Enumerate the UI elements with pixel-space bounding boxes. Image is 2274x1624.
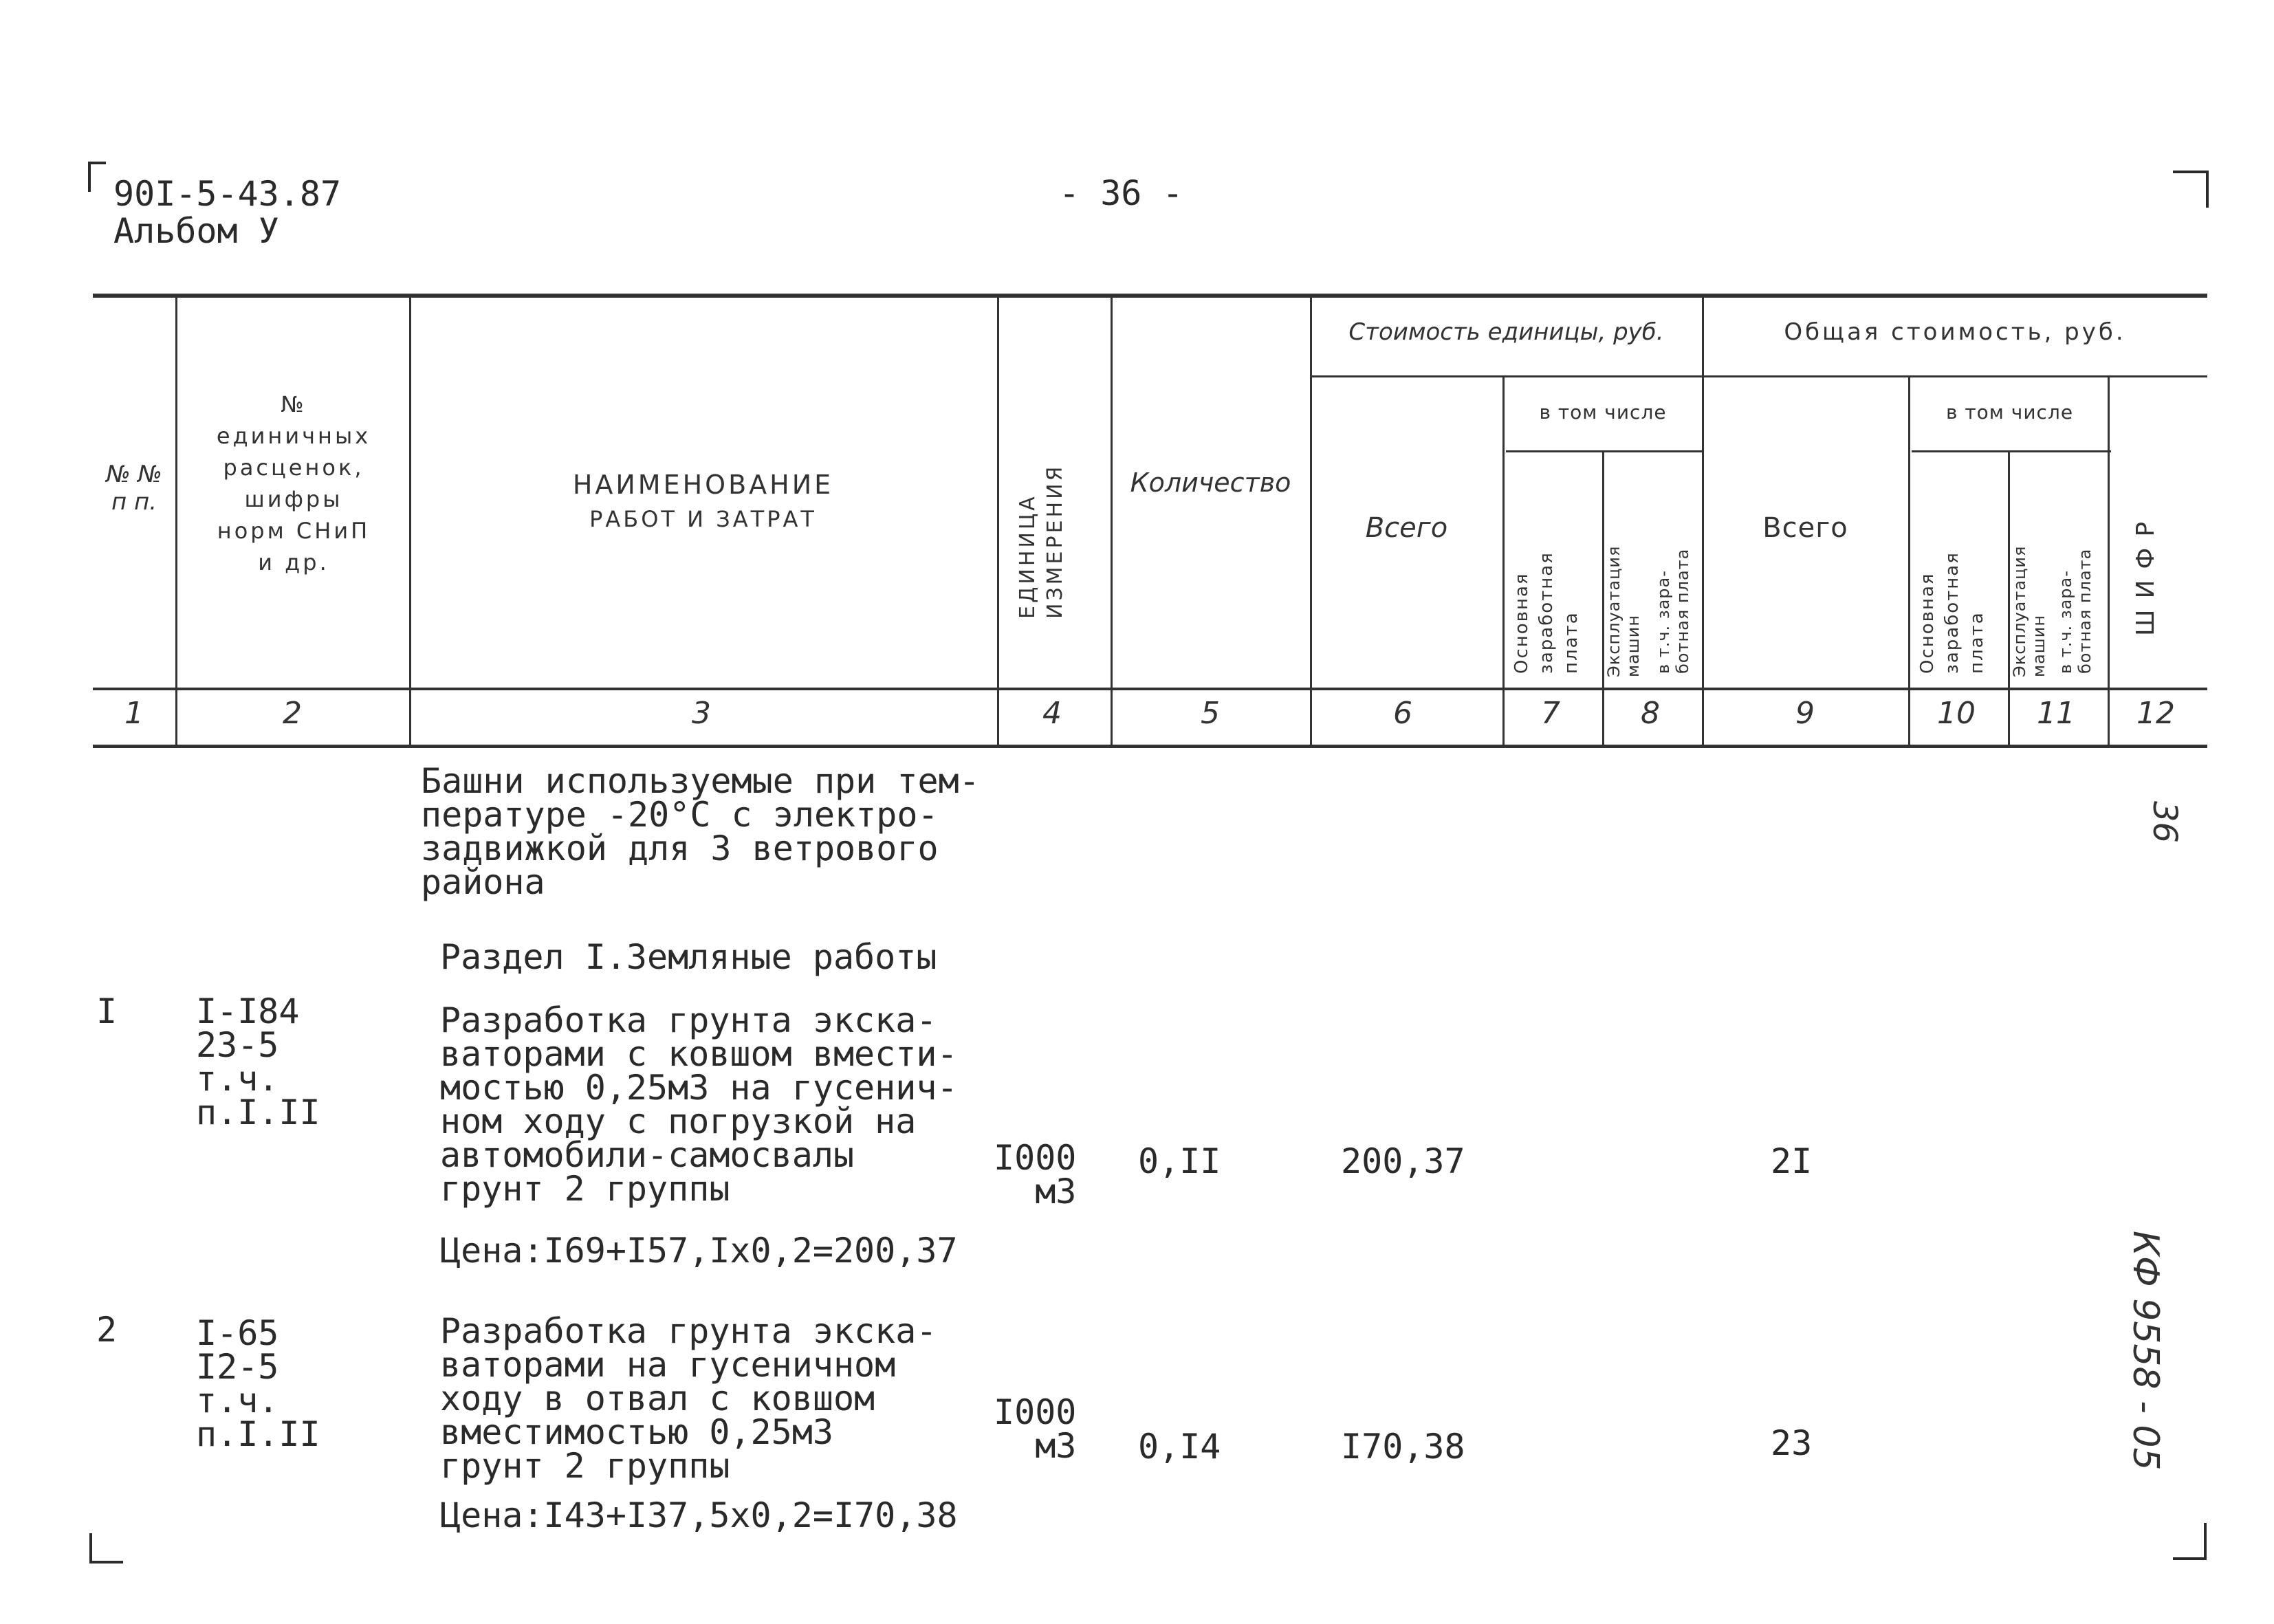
unit-cost-total: 200,37: [1341, 1141, 1465, 1181]
header-unit-cost-all: Всего: [1365, 512, 1448, 544]
column-number: 9: [1795, 696, 1815, 731]
header-rate-code: № единичных расценок, шифры норм СНиП и др.: [216, 391, 371, 575]
header-total-cost-all: Всего: [1762, 512, 1848, 544]
corner-mark-bottom-left: [89, 1533, 123, 1563]
corner-mark-top-left: [88, 162, 106, 192]
unit: I000 м3: [994, 1138, 1077, 1211]
corner-mark-top-right: [2173, 171, 2209, 208]
col-divider: [409, 294, 411, 745]
price-formula: Цена:I69+I57,Iх0,2=200,37: [440, 1231, 958, 1271]
column-number: 8: [1641, 696, 1660, 731]
document-header: [113, 175, 341, 250]
col-divider: [2108, 375, 2110, 745]
header-total-incl-wage: в т.ч. зара- ботная плата: [2056, 548, 2095, 674]
quantity: 0,II: [1138, 1141, 1221, 1181]
section-title: Раздел I.Земляные работы: [440, 937, 937, 977]
column-number: 1: [124, 696, 144, 731]
header-total-base-wage: Основная заработная плата: [1917, 551, 1987, 674]
work-name: Разработка грунта экска- ваторами с ковшом вмести- мостью 0,25м3 на гусенич- ном ходу с погрузкой на автомобили-самосвалы грунт 2 группы: [440, 1000, 958, 1209]
col-divider: [175, 294, 177, 745]
intro-text: Башни используемые при тем- пературе -20°С с электро- задвижкой для 3 ветрового района: [421, 761, 980, 902]
row-number: 2: [96, 1310, 118, 1350]
page-number: - 36 -: [1059, 173, 1183, 213]
column-number: 10: [1937, 696, 1976, 731]
header-total-cost-incl: в том числе: [1945, 401, 2074, 424]
total-cost: 2I: [1771, 1141, 1813, 1181]
col-divider: [1502, 375, 1505, 745]
col-divider: [1111, 294, 1113, 745]
header-unit-incl-wage: в т.ч. зара- ботная плата: [1654, 548, 1692, 674]
header-row-number: № № п п.: [106, 461, 162, 516]
column-number: 5: [1201, 696, 1220, 731]
quantity: 0,I4: [1138, 1427, 1221, 1467]
column-number: 11: [2037, 696, 2075, 731]
column-number: 2: [283, 696, 302, 731]
header-unit-cost: Стоимость единицы, руб.: [1348, 318, 1664, 346]
rate-code: I-I84 23-5 т.ч. п.I.II: [196, 991, 320, 1132]
header-work-name-line2: РАБОТ И ЗАТРАТ: [589, 506, 817, 532]
column-number: 12: [2136, 696, 2175, 731]
total-cost: 23: [1771, 1423, 1813, 1463]
col-divider: [1908, 375, 1910, 745]
col-divider: [997, 294, 999, 745]
header-unit-machines: [1604, 457, 1643, 677]
header-work-name-line1: НАИМЕНОВАНИЕ: [572, 470, 834, 500]
work-name: Разработка грунта экска- ваторами на гусеничном ходу в отвал с ковшом вместимостью 0,25м3 грунт 2 группы: [440, 1311, 937, 1486]
header-unit-machines-label: Эксплуатация машин: [1604, 545, 1643, 677]
unit: I000 м3: [994, 1392, 1077, 1466]
row-number: I: [96, 991, 118, 1031]
header-work-name: [413, 468, 994, 536]
column-number: 7: [1541, 696, 1560, 731]
header-cipher: ШИФР: [2132, 510, 2160, 636]
column-number: 6: [1393, 696, 1412, 731]
cost-group-rule: [1310, 375, 2207, 377]
album-label: Альбом У: [113, 211, 279, 251]
header-unit-cost-incl: в том числе: [1539, 401, 1667, 424]
column-number: 4: [1042, 696, 1062, 731]
column-number: 3: [692, 696, 711, 731]
rate-code: I-65 I2-5 т.ч. п.I.II: [196, 1313, 320, 1454]
header-total-machines-label: Эксплуатация машин: [2010, 545, 2048, 677]
header-total-cost: Общая стоимость, руб.: [1784, 318, 2126, 346]
archive-stamp: КФ 9558 - 05: [2125, 1231, 2166, 1471]
total-cost-incl-rule: [1912, 450, 2111, 452]
header-unit: ЕДИНИЦА ИЗМЕРЕНИЯ: [1016, 463, 1067, 619]
side-page-number: 36: [2145, 801, 2184, 844]
document-code: 90I-5-43.87: [113, 174, 342, 214]
header-quantity: Количество: [1130, 468, 1291, 498]
header-total-machines: [2010, 457, 2048, 677]
price-formula: Цена:I43+I37,5х0,2=I70,38: [440, 1495, 958, 1535]
unit-cost-total: I70,38: [1341, 1427, 1465, 1467]
header-unit-base-wage: Основная заработная плата: [1511, 551, 1582, 674]
column-number-rule: [93, 745, 2207, 748]
corner-mark-bottom-right: [2173, 1523, 2207, 1560]
